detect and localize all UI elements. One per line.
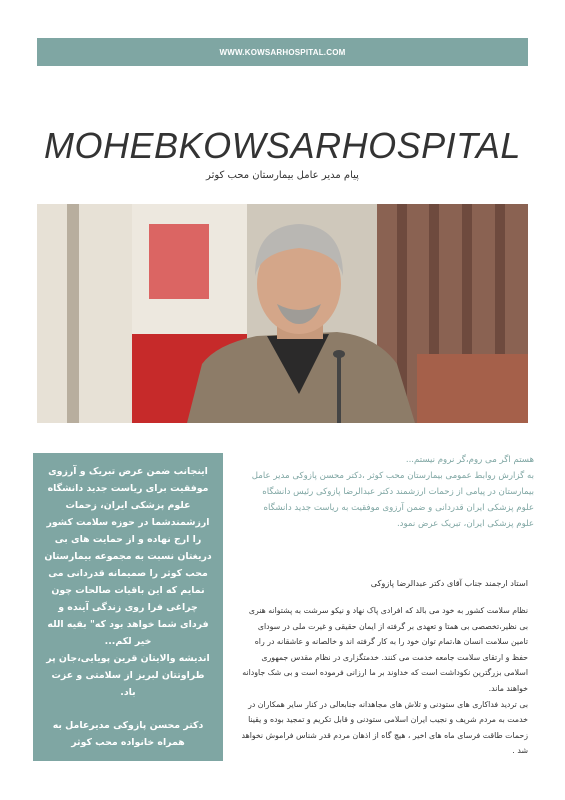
- article-body: [240, 603, 528, 759]
- photo-illustration: [37, 204, 528, 423]
- article-paragraph: بی تردید فداکاری های ستودنی و تلاش های مجاهدانه جنابعالی در کنار سایر همکاران در خدمت به مردم شریف و نجیب ایران اسلامی ستودنی و قابل تکریم و تمجید بوده و یقینا زحمات طاقت فرسای ماه های اخیر ، هیچ گاه از اذهان مردم قدر شناس فراموش نخواهد شد .: [241, 699, 528, 756]
- director-photo: [37, 204, 528, 423]
- salutation: استاد ارجمند جناب آقای دکتر عبدالرضا پازوکی: [370, 578, 528, 588]
- quote-report: به گزارش روابط عمومی بیمارستان محب کوثر ،دکتر محسن پازوکی مدیر عامل بیمارستان در پیامی از زحمات ارزشمند دکتر عبدالرضا پازوکی رئیس دانشگاه علوم پزشکی ایران قدردانی و ضمن آرزوی موفقیت به ریاست جدید دانشگاه علوم پزشکی ایران، تبریک عرض نمود.: [251, 471, 534, 529]
- website-url[interactable]: WWW.KOWSARHOSPITAL.COM: [219, 47, 346, 57]
- wish-text: اندیشه والایتان قرین پویایی،جان پر طراوتتان لبریز از سلامتی و عزت باد.: [46, 653, 210, 698]
- quote-line: هستم اگر می روم،گر نروم نیستم...: [405, 455, 534, 465]
- brand-title: MOHEBKOWSARHOSPITAL: [44, 125, 521, 166]
- website-url-banner: [37, 38, 528, 66]
- signature: دکتر محسن پازوکی مدیرعامل به همراه خانواده محب کوثر: [52, 720, 204, 748]
- article-paragraph: نظام سلامت کشور به خود می بالد که افرادی پاک نهاد و نیکو سرشت به پشتوانه هنری بی نظیر،تخصصی بی همتا و تعهدی بر گرفته از ایمان حقیقی و غیرت ملی در سودای تامین سلامت انسان ها،تمام توان خود را به کار گرفته اند و خالصانه و عاشقانه در راه حفظ و ارتقای سلامت جامعه خدمت می کنند. خدمتگزاری در نظام مقدس جمهوری اسلامی بزرگترین نکوداشت است که خداوند بر ما ارزانی فرموده است و بی شک جاودانه خواهند ماند.: [242, 606, 528, 693]
- page-subtitle: پیام مدیر عامل بیمارستان محب کوثر: [206, 170, 359, 181]
- intro-quote: [244, 452, 534, 532]
- congratulation-text: اینجانب ضمن عرض تبریک و آرزوی موفقیت برای ریاست جدید دانشگاه علوم پزشکی ایران، زحمات ارزشمندشما در حوزه سلامت کشور را ارج نهاده و از حمایت های بی دریغتان نسبت به مجموعه بیمارستان محب کوثر را صمیمانه قدردانی می نمایم که این باقیات صالحات چون چراغی فرا روی زندگی آینده و فردای شما خواهد بود که" بقیه الله خیر لکم...: [44, 466, 212, 647]
- congratulation-box: [33, 453, 223, 761]
